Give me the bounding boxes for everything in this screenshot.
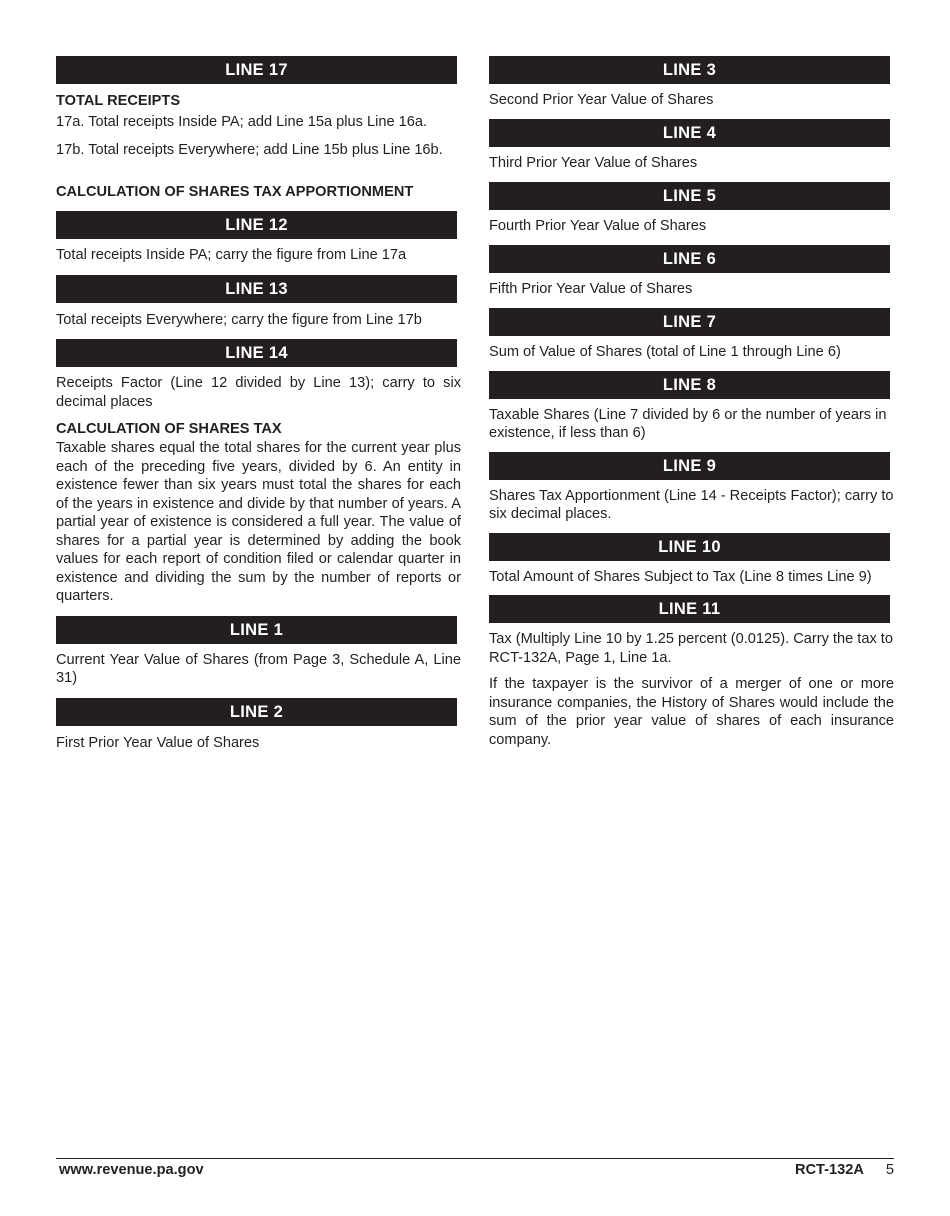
line-5-header: LINE 5 xyxy=(489,182,890,210)
apportionment-heading: CALCULATION OF SHARES TAX APPORTIONMENT xyxy=(56,184,414,200)
line-9-text: Shares Tax Apportionment (Line 14 - Receipts Factor); carry to six decimal places. xyxy=(489,487,894,522)
line-2-text: First Prior Year Value of Shares xyxy=(56,734,260,751)
line-3-header: LINE 3 xyxy=(489,56,890,84)
footer-page-info xyxy=(795,1162,894,1178)
line-1-header: LINE 1 xyxy=(56,616,457,644)
line-4-text: Third Prior Year Value of Shares xyxy=(489,154,698,171)
footer-page-number: 5 xyxy=(885,1162,894,1178)
line-2-header: LINE 2 xyxy=(56,698,457,726)
line-5-text: Fourth Prior Year Value of Shares xyxy=(489,218,707,234)
line-12-text: Total receipts Inside PA; carry the figure from Line 17a xyxy=(56,247,407,263)
line-7-text: Sum of Value of Shares (total of Line 1 through Line 6) xyxy=(489,344,841,360)
merger-note-text: If the taxpayer is the survivor of a merger of one or more insurance companies, the History of Shares would include the sum of the prior year value of shares of each insurance company. xyxy=(489,676,894,748)
line-7-header: LINE 7 xyxy=(489,308,890,336)
line-6-header: LINE 6 xyxy=(489,245,890,273)
line-8-header: LINE 8 xyxy=(489,371,890,399)
footer-divider xyxy=(56,1158,894,1159)
line-6-text: Fifth Prior Year Value of Shares xyxy=(489,280,693,297)
line-14-text: Receipts Factor (Line 12 divided by Line 13); carry to six decimal places xyxy=(56,375,461,410)
line-9-header: LINE 9 xyxy=(489,452,890,480)
line-3-text: Second Prior Year Value of Shares xyxy=(489,92,714,108)
shares-tax-heading: CALCULATION OF SHARES TAX xyxy=(56,421,282,437)
line-11-header: LINE 11 xyxy=(489,595,890,623)
line-12-header: LINE 12 xyxy=(56,211,457,239)
line-10-header: LINE 10 xyxy=(489,533,890,561)
total-receipts-heading: TOTAL RECEIPTS xyxy=(56,93,181,109)
line-1-text: Current Year Value of Shares (from Page 3, Schedule A, Line 31) xyxy=(56,651,461,686)
shares-tax-paragraph: Taxable shares equal the total shares for the current year plus each of the preceding five years, divided by 6. An entity in existence fewer than six years must total the shares for each of the years in existence and divide by that number of years. A partial year of existence is considered a full year. The value of shares for a partial year is determined by adding the book values for each report of condition filed or calendar quarter in existence and dividing the sum by the number of reports or quarters. xyxy=(56,440,461,604)
line-11-text: Tax (Multiply Line 10 by 1.25 percent (0.0125). Carry the tax to RCT-132A, Page 1, Line 1a. xyxy=(489,631,893,666)
line-4-header: LINE 4 xyxy=(489,119,890,147)
line-17-header: LINE 17 xyxy=(56,56,457,84)
line-14-header: LINE 14 xyxy=(56,339,457,367)
line-8-text: Taxable Shares (Line 7 divided by 6 or the number of years in existence, if less than 6) xyxy=(489,406,887,441)
line-10-text: Total Amount of Shares Subject to Tax (Line 8 times Line 9) xyxy=(489,568,872,585)
footer-website: www.revenue.pa.gov xyxy=(59,1162,204,1178)
line-13-header: LINE 13 xyxy=(56,275,457,303)
line-17b-text: 17b. Total receipts Everywhere; add Line 15b plus Line 16b. xyxy=(56,141,443,158)
line-13-text: Total receipts Everywhere; carry the figure from Line 17b xyxy=(56,311,422,328)
line-17a-text: 17a. Total receipts Inside PA; add Line 15a plus Line 16a. xyxy=(56,114,428,130)
left-column xyxy=(56,56,461,752)
footer-form-number: RCT-132A xyxy=(794,1162,864,1178)
right-column xyxy=(489,56,894,749)
